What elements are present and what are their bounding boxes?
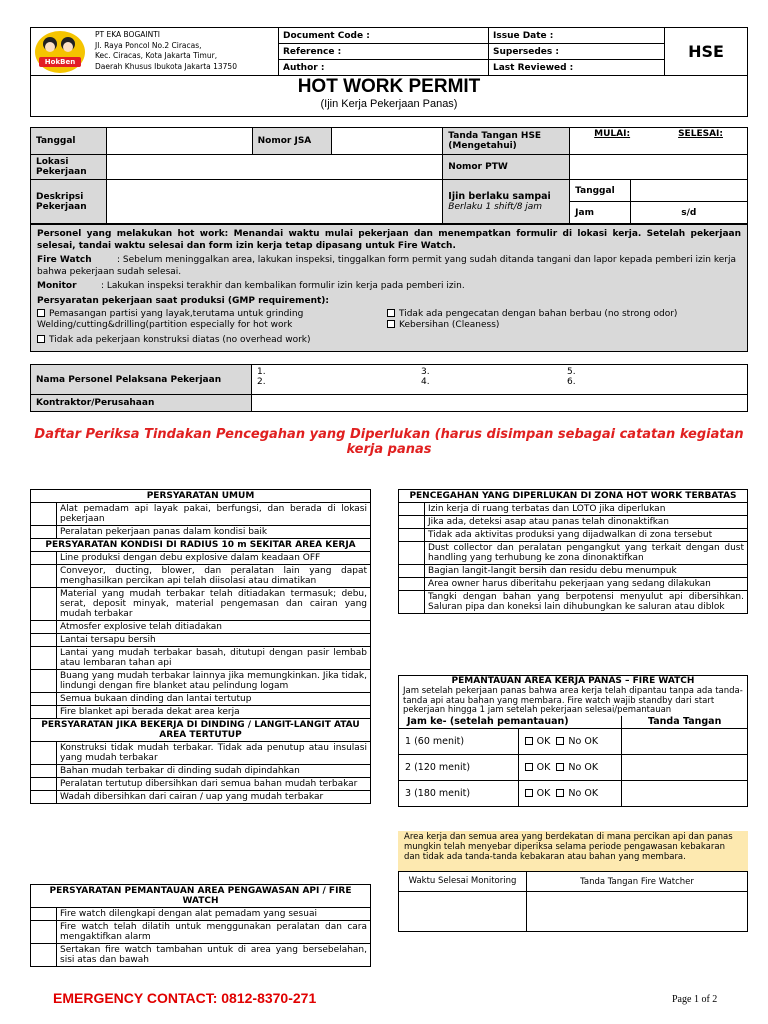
dinding-title: PERSYARATAN JIKA BEKERJA DI DINDING / LANGIT-LANGIT ATAU AREA TERTUTUP bbox=[31, 719, 371, 742]
checklist-row bbox=[31, 778, 371, 791]
checklist-item-text: Konstruksi tidak mudah terbakar. Tidak ada penutup atau insulasi yang mudah terbakar bbox=[57, 742, 371, 765]
checklist-row bbox=[399, 503, 748, 516]
checkbox[interactable] bbox=[387, 309, 395, 317]
page-title: HOT WORK PERMIT bbox=[297, 76, 481, 97]
company-address-3: Daerah Khusus Ibukota Jakarta 13750 bbox=[95, 61, 237, 71]
checklist-row bbox=[31, 921, 371, 944]
ttd-hse-label: Tanda Tangan HSE (Mengetahui) bbox=[443, 128, 570, 155]
checkbox-cell[interactable] bbox=[31, 621, 57, 634]
ok-checkbox[interactable] bbox=[525, 737, 533, 745]
personel-instruction: Personel yang melakukan hot work: Menandai waktu mulai pekerjaan dan menempatkan formulir di lokasi kerja. Setelah pekerjaan selesai, tandai waktu selesai dan form izin kerja tetap dipasang untuk Fire Watch. bbox=[37, 229, 741, 251]
ijin-berlaku-cell bbox=[443, 180, 570, 224]
company-address-1: Jl. Raya Poncol No.2 Ciracas, bbox=[95, 40, 202, 50]
checklist-row bbox=[399, 542, 748, 565]
pemantauan-title: PERSYARATAN PEMANTAUAN AREA PENGAWASAN API / FIRE WATCH bbox=[31, 885, 371, 908]
checklist-item-text: Jika ada, deteksi asap atau panas telah dinonaktifkan bbox=[425, 516, 748, 529]
reference: Reference : bbox=[279, 44, 489, 60]
checklist-row bbox=[399, 578, 748, 591]
checklist-item-text: Peralatan tertutup dibersihkan dari semua bahan mudah terbakar bbox=[57, 778, 371, 791]
lokasi-label: Lokasi Pekerjaan bbox=[31, 155, 107, 180]
checkbox-cell[interactable] bbox=[399, 516, 425, 529]
checklist-item-text: Sertakan fire watch tambahan untuk di area yang bersebelahan, sisi atas dan bawah bbox=[57, 944, 371, 967]
checklist-item-text: Izin kerja di ruang terbatas dan LOTO jika diperlukan bbox=[425, 503, 748, 516]
firewatch-signature-field[interactable] bbox=[622, 781, 748, 807]
page-number: Page 1 of 2 bbox=[672, 994, 718, 1005]
nomor-ptw-label: Nomor PTW bbox=[443, 155, 570, 180]
checklist-item-text: Peralatan pekerjaan panas dalam kondisi baik bbox=[57, 526, 371, 539]
checklist-item-text: Fire watch dilengkapi dengan alat pemadam yang sesuai bbox=[57, 908, 371, 921]
checkbox-cell[interactable] bbox=[31, 693, 57, 706]
radius-title: PERSYARATAN KONDISI DI RADIUS 10 m SEKITAR AREA KERJA bbox=[31, 539, 371, 552]
checklist-heading: Daftar Periksa Tindakan Pencegahan yang Diperlukan (harus disimpan sebagai catatan kegiatan kerja panas bbox=[34, 427, 744, 457]
checklist-row bbox=[31, 503, 371, 526]
author: Author : bbox=[279, 60, 489, 76]
nama-personel-field[interactable]: 1. 2. 3. 4. 5. 6. bbox=[252, 365, 748, 395]
ok-nok-options[interactable] bbox=[518, 755, 622, 781]
nok-label: No OK bbox=[568, 788, 599, 799]
ok-nok-options[interactable] bbox=[518, 729, 622, 755]
company-logo: HokBen bbox=[35, 31, 85, 73]
tanggal2-field[interactable] bbox=[630, 180, 747, 202]
nomor-jsa-label: Nomor JSA bbox=[252, 128, 331, 155]
firewatch-row bbox=[399, 781, 748, 807]
checkbox-cell[interactable] bbox=[31, 944, 57, 967]
checkbox-cell[interactable] bbox=[399, 542, 425, 565]
emergency-contact: EMERGENCY CONTACT: 0812-8370-271 bbox=[53, 990, 317, 1006]
firewatch-hour: 1 (60 menit) bbox=[399, 729, 519, 755]
firewatch-signature-field[interactable] bbox=[622, 755, 748, 781]
checkbox-cell[interactable] bbox=[31, 908, 57, 921]
checkbox-cell[interactable] bbox=[31, 526, 57, 539]
gmp-title: Persyaratan pekerjaan saat produksi (GMP requirement): bbox=[37, 296, 329, 306]
nama-personel-label: Nama Personel Pelaksana Pekerjaan bbox=[31, 365, 252, 395]
sd-label: s/d bbox=[630, 202, 747, 224]
checklist-row bbox=[31, 908, 371, 921]
yellow-note: Area kerja dan semua area yang berdekatan di mana percikan api dan panas mungkin telah menyebar diperiksa selama periode pengawasan kebakaran dan tidak ada tanda-tanda kebakaran atau bahan yang membara. bbox=[398, 831, 748, 871]
left-checklist bbox=[30, 489, 371, 804]
company-address-2: Kec. Ciracas, Kota Jakarta Timur, bbox=[95, 51, 218, 60]
checklist-row bbox=[31, 647, 371, 670]
dept-label: HSE bbox=[665, 28, 748, 76]
waktu-selesai-field[interactable] bbox=[399, 892, 527, 932]
checkbox-cell[interactable] bbox=[31, 742, 57, 765]
pemantauan-checklist bbox=[30, 884, 371, 967]
tanggal-field[interactable] bbox=[106, 128, 252, 155]
mulai-selesai-field[interactable] bbox=[570, 128, 748, 155]
checkbox-cell[interactable] bbox=[399, 529, 425, 542]
checklist-item-text: Bagian langit-langit bersih dan residu debu menumpuk bbox=[425, 565, 748, 578]
gmp-item-1[interactable]: Pemasangan partisi yang layak,terutama untuk grinding Welding/cutting&drilling(partition especially for hot work bbox=[37, 309, 304, 330]
checklist-row bbox=[399, 516, 748, 529]
monitor-instruction: Monitor : Lakukan inspeksi terakhir dan kembalikan formulir izin kerja pada pemberi izin. bbox=[37, 281, 465, 291]
ok-label: OK bbox=[536, 736, 551, 747]
checkbox-cell[interactable] bbox=[31, 647, 57, 670]
firewatch-row bbox=[399, 755, 748, 781]
checklist-row bbox=[31, 552, 371, 565]
document-code: Document Code : bbox=[279, 28, 489, 44]
checklist-row bbox=[31, 670, 371, 693]
nok-checkbox[interactable] bbox=[556, 763, 564, 771]
company-block bbox=[31, 28, 279, 76]
checklist-row bbox=[31, 791, 371, 804]
nok-label: No OK bbox=[568, 762, 599, 773]
checklist-item-text: Lantai tersapu bersih bbox=[57, 634, 371, 647]
nok-checkbox[interactable] bbox=[556, 789, 564, 797]
zona-title: PENCEGAHAN YANG DIPERLUKAN DI ZONA HOT WORK TERBATAS bbox=[399, 490, 748, 503]
tanggal-label: Tanggal bbox=[31, 128, 107, 155]
checklist-row bbox=[31, 944, 371, 967]
ok-checkbox[interactable] bbox=[525, 789, 533, 797]
firewatch-col2: Tanda Tangan bbox=[622, 716, 748, 729]
checklist-item-text: Line produksi dengan debu explosive dalam keadaan OFF bbox=[57, 552, 371, 565]
checklist-item-text: Tangki dengan bahan yang berpotensi menyulut api dibersihkan. Saluran pipa dan koneksi lain dihubungkan ke saluran atau diblok bbox=[425, 591, 748, 614]
issue-date: Issue Date : bbox=[489, 28, 665, 44]
checkbox-cell[interactable] bbox=[399, 565, 425, 578]
selesai-label: SELESAI: bbox=[678, 129, 723, 139]
firewatch-row bbox=[399, 729, 748, 755]
checkbox-cell[interactable] bbox=[399, 578, 425, 591]
nok-checkbox[interactable] bbox=[556, 737, 564, 745]
fire-watcher-signature-field[interactable] bbox=[527, 892, 748, 932]
checkbox-cell[interactable] bbox=[31, 503, 57, 526]
fire-watch-instruction: Fire Watch : Sebelum meninggalkan area, lakukan inspeksi, tinggalkan form permit yang sudah ditanda tangani dan lapor kepada pemberi izin kerja bahwa pekerjaan sudah selesai. bbox=[37, 255, 736, 277]
checkbox-cell[interactable] bbox=[31, 765, 57, 778]
firewatch-desc: Jam setelah pekerjaan panas bahwa area kerja telah dipantau tanpa ada tanda-tanda api atau bahan yang membara. Fire watch wajib standby dari start pekerjaan hingga 1 jam setelah pekerjaan selesai/pemantauan bbox=[399, 687, 748, 716]
zona-checklist bbox=[398, 489, 748, 614]
firewatch-col1: Jam ke- (setelah pemantauan) bbox=[399, 716, 622, 729]
gmp-item-3[interactable]: Kebersihan (Cleaness) bbox=[387, 320, 677, 331]
checklist-item-text: Fire watch telah dilatih untuk menggunakan peralatan dan cara mengaktifkan alarm bbox=[57, 921, 371, 944]
nomor-ptw-field[interactable] bbox=[570, 155, 748, 180]
fire-watcher-signature-table bbox=[398, 871, 748, 932]
checkbox-cell[interactable] bbox=[31, 706, 57, 719]
checkbox-cell[interactable] bbox=[399, 591, 425, 614]
checkbox-cell[interactable] bbox=[399, 503, 425, 516]
checklist-row bbox=[31, 634, 371, 647]
page-subtitle: (Ijin Kerja Pekerjaan Panas) bbox=[320, 98, 458, 110]
checklist-row bbox=[399, 565, 748, 578]
nomor-jsa-field[interactable] bbox=[331, 128, 443, 155]
checklist-item-text: Buang yang mudah terbakar lainnya jika memungkinkan. Jika tidak, lindungi dengan fire blanket atau pelindung logam bbox=[57, 670, 371, 693]
checklist-row bbox=[399, 529, 748, 542]
instructions-box bbox=[30, 224, 748, 352]
checklist-item-text: Area owner harus diberitahu pekerjaan yang sedang dilakukan bbox=[425, 578, 748, 591]
checklist-item-text: Semua bukaan dinding dan lantai tertutup bbox=[57, 693, 371, 706]
checkbox-cell[interactable] bbox=[31, 588, 57, 621]
checklist-item-text: Lantai yang mudah terbakar basah, ditutupi dengan pasir lembab atau lembaran tahan api bbox=[57, 647, 371, 670]
ijin-berlaku-label: Ijin berlaku sampai bbox=[448, 191, 551, 202]
firewatch-signature-field[interactable] bbox=[622, 729, 748, 755]
fire-watcher-label: Tanda Tangan Fire Watcher bbox=[527, 872, 748, 892]
ijin-berlaku-field bbox=[570, 180, 748, 224]
checklist-item-text: Atmosfer explosive telah ditiadakan bbox=[57, 621, 371, 634]
checklist-item-text: Material yang mudah terbakar telah ditiadakan termasuk; debu, serat, deposit minyak, material pengemasan dan cairan yang mudah terbakar bbox=[57, 588, 371, 621]
deskripsi-label: Deskripsi Pekerjaan bbox=[31, 180, 107, 224]
checkbox-cell[interactable] bbox=[31, 921, 57, 944]
supersedes: Supersedes : bbox=[489, 44, 665, 60]
checklist-item-text: Conveyor, ducting, blower, dan peralatan lain yang dapat menghasilkan percikan api telah diisolasi atau dimatikan bbox=[57, 565, 371, 588]
tanggal2-label: Tanggal bbox=[570, 180, 630, 202]
checklist-item-text: Alat pemadam api layak pakai, berfungsi, dan berada di lokasi pekerjaan bbox=[57, 503, 371, 526]
checkbox-cell[interactable] bbox=[31, 552, 57, 565]
checkbox-cell[interactable] bbox=[31, 634, 57, 647]
checklist-row bbox=[31, 706, 371, 719]
ok-label: OK bbox=[536, 788, 551, 799]
checkbox-cell[interactable] bbox=[31, 670, 57, 693]
waktu-selesai-label: Waktu Selesai Monitoring bbox=[399, 872, 527, 892]
checklist-row bbox=[31, 588, 371, 621]
mulai-label: MULAI: bbox=[594, 129, 631, 139]
personnel-table bbox=[30, 364, 748, 412]
kontraktor-label: Kontraktor/Perusahaan bbox=[31, 395, 252, 412]
nok-label: No OK bbox=[568, 736, 599, 747]
checklist-row bbox=[31, 526, 371, 539]
checklist-item-text: Wadah dibersihkan dari cairan / uap yang mudah terbakar bbox=[57, 791, 371, 804]
checkbox-cell[interactable] bbox=[31, 791, 57, 804]
checklist-item-text: Tidak ada aktivitas produksi yang dijadwalkan di zona tersebut bbox=[425, 529, 748, 542]
title-block bbox=[30, 75, 748, 117]
permit-details-table bbox=[30, 127, 748, 224]
gmp-item-2[interactable]: Tidak ada pengecatan dengan bahan berbau (no strong odor) bbox=[387, 309, 677, 320]
checkbox-cell[interactable] bbox=[31, 778, 57, 791]
checklist-row bbox=[399, 591, 748, 614]
firewatch-title: PEMANTAUAN AREA KERJA PANAS – FIRE WATCH bbox=[399, 676, 748, 688]
checklist-item-text: Bahan mudah terbakar di dinding sudah dipindahkan bbox=[57, 765, 371, 778]
berlaku-note: Berlaku 1 shift/8 jam bbox=[448, 202, 543, 212]
umum-title: PERSYARATAN UMUM bbox=[31, 490, 371, 503]
checklist-row bbox=[31, 765, 371, 778]
checklist-row bbox=[31, 565, 371, 588]
checkbox[interactable] bbox=[387, 320, 395, 328]
company-name: PT EKA BOGAINTI bbox=[95, 30, 161, 39]
firewatch-hour: 2 (120 menit) bbox=[399, 755, 519, 781]
deskripsi-field[interactable] bbox=[106, 180, 442, 224]
checklist-row bbox=[31, 621, 371, 634]
firewatch-table bbox=[398, 675, 748, 807]
gmp-item-4[interactable]: Tidak ada pekerjaan konstruksi diatas (no overhead work) bbox=[37, 334, 741, 346]
jam-label: Jam bbox=[570, 202, 630, 224]
last-reviewed: Last Reviewed : bbox=[489, 60, 665, 76]
checklist-row bbox=[31, 742, 371, 765]
checkbox[interactable] bbox=[37, 335, 45, 343]
checklist-item-text: Dust collector dan peralatan pengangkut yang terkait dengan dust handling yang terhubung ke zona dinonaktifkan bbox=[425, 542, 748, 565]
lokasi-field[interactable] bbox=[106, 155, 442, 180]
ok-checkbox[interactable] bbox=[525, 763, 533, 771]
checklist-item-text: Fire blanket api berada dekat area kerja bbox=[57, 706, 371, 719]
ok-nok-options[interactable] bbox=[518, 781, 622, 807]
checklist-row bbox=[31, 693, 371, 706]
document-header bbox=[30, 27, 748, 76]
firewatch-hour: 3 (180 menit) bbox=[399, 781, 519, 807]
ok-label: OK bbox=[536, 762, 551, 773]
checkbox[interactable] bbox=[37, 309, 45, 317]
checkbox-cell[interactable] bbox=[31, 565, 57, 588]
kontraktor-field[interactable] bbox=[252, 395, 748, 412]
